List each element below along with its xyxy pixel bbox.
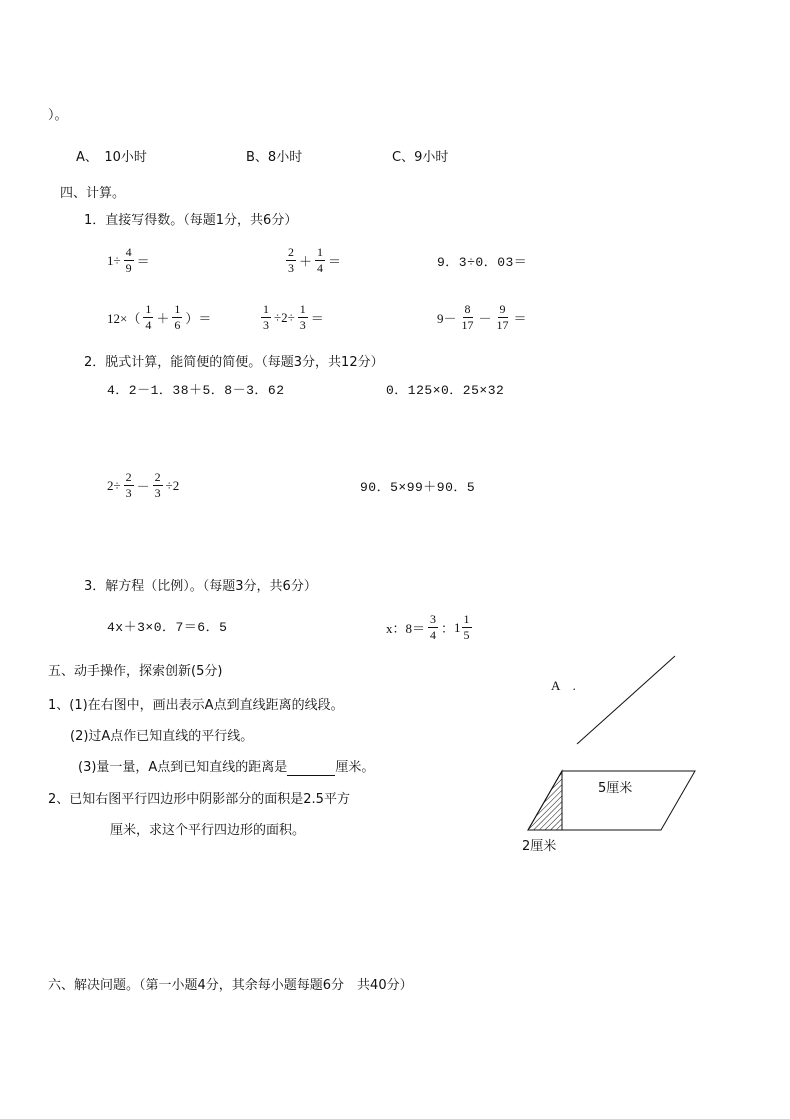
fraction xyxy=(428,612,438,643)
expr-text: ÷2÷ xyxy=(274,309,295,325)
numerator: 1 xyxy=(174,302,181,316)
answer-blank xyxy=(287,761,335,776)
expr-text: ＝ xyxy=(328,254,342,269)
fraction xyxy=(460,302,476,333)
expr-3: 9．3÷0．03＝ xyxy=(437,255,528,270)
numerator: 1 xyxy=(145,302,152,316)
numerator: 3 xyxy=(430,612,437,626)
section4-title: 四、计算。 xyxy=(60,186,126,201)
denominator: 6 xyxy=(174,318,181,332)
expr-text: ）＝ xyxy=(185,311,212,326)
fraction xyxy=(315,245,325,276)
section6-title: 六、解决问题。（第一小题4分，其余每小题每题6分 共40分） xyxy=(48,978,413,993)
numerator: 2 xyxy=(154,470,161,484)
denominator: 3 xyxy=(154,486,161,500)
expr-text: ÷2 xyxy=(165,477,180,493)
fraction xyxy=(143,302,153,333)
choice-b: B、8小时 xyxy=(246,150,303,165)
s5-q1-line3 xyxy=(78,760,374,776)
numerator: 1 xyxy=(317,245,324,259)
expr-text: 12×（ xyxy=(107,311,141,326)
expr-text: 2÷ xyxy=(107,477,121,493)
question-tail: ）。 xyxy=(48,108,68,123)
expr-6 xyxy=(437,302,527,333)
choice-a: A、 10小时 xyxy=(76,150,147,165)
denominator: 17 xyxy=(461,318,474,332)
fraction xyxy=(124,245,134,276)
expr-text: ＝ xyxy=(310,311,324,326)
s5-q1-line2: (2)过A点作已知直线的平行线。 xyxy=(70,729,254,744)
point-a-label: A . xyxy=(551,678,576,693)
expr-10: 90．5×99＋90．5 xyxy=(360,480,476,495)
s5-q1-line1: 1、(1)在右图中，画出表示A点到直线距离的线段。 xyxy=(48,698,344,713)
numerator: 1 xyxy=(463,612,470,626)
expr-text: ： xyxy=(441,621,455,636)
numerator: 8 xyxy=(464,302,471,316)
expr-9 xyxy=(107,470,179,501)
equation-1: 4x＋3×0．7＝6．5 xyxy=(107,620,228,635)
fraction xyxy=(462,612,472,643)
numerator: 4 xyxy=(125,245,132,259)
denominator: 5 xyxy=(463,628,470,642)
denominator: 4 xyxy=(317,261,324,275)
fraction xyxy=(286,245,296,276)
denominator: 9 xyxy=(125,261,132,275)
whole-part: 1 xyxy=(454,619,461,635)
denominator: 4 xyxy=(430,628,437,642)
expr-text: 1÷ xyxy=(107,252,121,268)
expr-text: － xyxy=(478,311,492,326)
expr-text: x：8＝ xyxy=(386,621,426,636)
numerator: 2 xyxy=(288,245,294,259)
equation-2 xyxy=(386,612,475,643)
choice-c: C、9小时 xyxy=(392,150,449,165)
numerator: 1 xyxy=(263,302,269,316)
length-label-bottom: 2厘米 xyxy=(522,839,557,854)
denominator: 3 xyxy=(125,486,132,500)
mixed-number xyxy=(454,612,475,643)
expr-text: ＋ xyxy=(299,254,313,269)
s5-q1-line3-post: 厘米。 xyxy=(335,760,375,775)
fraction xyxy=(261,302,271,333)
expr-7: 4．2－1．38＋5．8－3．62 xyxy=(107,383,285,398)
q1-title: 1．直接写得数。（每题1分，共6分） xyxy=(84,213,298,228)
denominator: 17 xyxy=(496,318,509,332)
numerator: 9 xyxy=(499,302,506,316)
expr-1 xyxy=(107,245,150,276)
expr-text: ＝ xyxy=(513,311,527,326)
fraction xyxy=(495,302,511,333)
s5-q2-line1: 2、已知右图平行四边形中阴影部分的面积是2.5平方 xyxy=(48,792,350,807)
figure-parallelogram xyxy=(520,764,700,836)
fraction xyxy=(124,470,134,501)
fraction xyxy=(153,470,163,501)
expr-4 xyxy=(107,302,211,333)
expr-text: 9－ xyxy=(437,311,457,326)
denominator: 3 xyxy=(299,318,306,332)
expr-text: ＝ xyxy=(136,254,150,269)
expr-2 xyxy=(283,245,341,276)
given-line xyxy=(577,656,675,744)
fraction xyxy=(172,302,182,333)
length-label-top: 5厘米 xyxy=(598,781,633,796)
fraction xyxy=(298,302,308,333)
numerator: 2 xyxy=(125,470,132,484)
figure-line xyxy=(560,650,690,750)
q2-title: 2．脱式计算，能简便的简便。（每题3分，共12分） xyxy=(84,355,384,370)
denominator: 4 xyxy=(145,318,152,332)
denominator: 3 xyxy=(288,261,294,275)
expr-5 xyxy=(258,302,324,333)
denominator: 3 xyxy=(263,318,269,332)
q3-title: 3．解方程（比例）。（每题3分，共6分） xyxy=(84,579,317,594)
expr-text: ＋ xyxy=(156,311,170,326)
section5-title: 五、动手操作，探索创新(5分) xyxy=(48,664,223,679)
expr-8: 0．125×0．25×32 xyxy=(386,383,505,398)
s5-q2-line2: 厘米，求这个平行四边形的面积。 xyxy=(110,823,306,838)
numerator: 1 xyxy=(299,302,306,316)
expr-text: － xyxy=(136,479,150,494)
s5-q1-line3-pre: (3)量一量，A点到已知直线的距离是 xyxy=(78,760,288,775)
